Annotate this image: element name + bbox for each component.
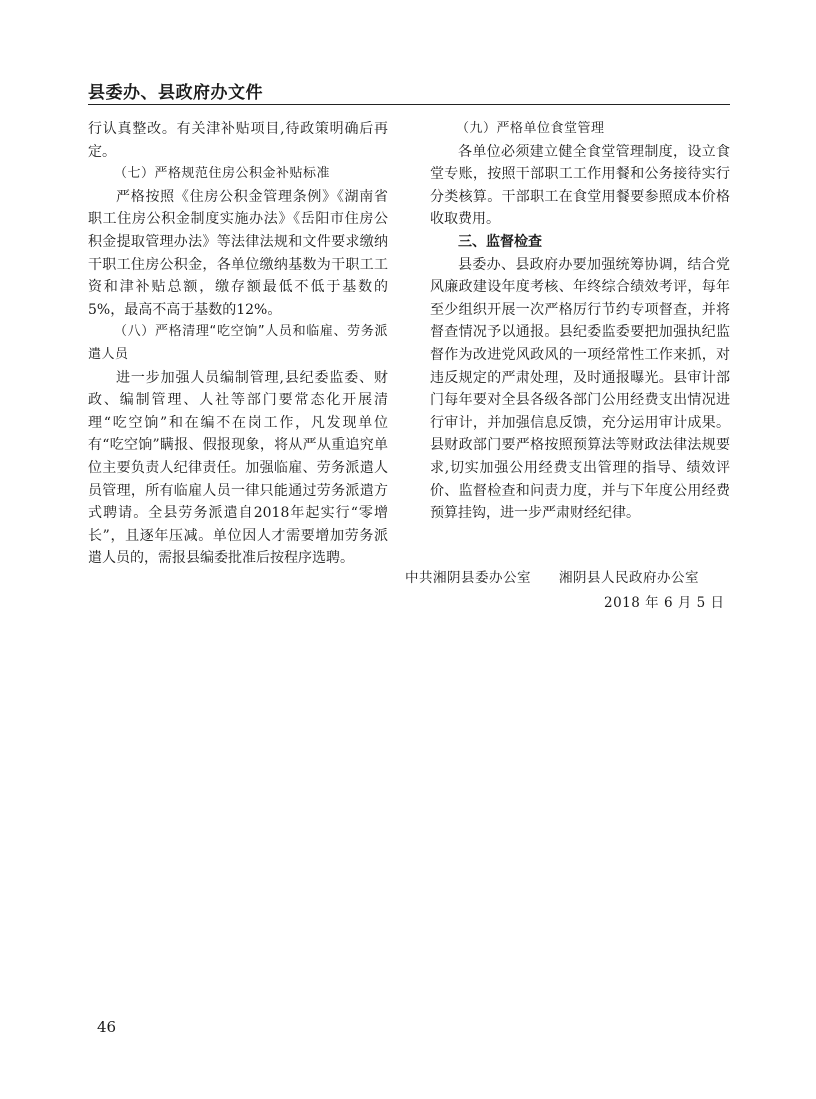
section-7-body: 严格按照《住房公积金管理条例》《湖南省职工住房公积金制度实施办法》《岳阳市住房公积金提取管理办法》等法律法规和文件要求缴纳干职工住房公积金，各单位缴纳基数为干职工工资和津补贴总额，缴存额最低不低于基数的5%，最高不高于基数的12%。 (88, 188, 388, 318)
section-8-body: 进一步加强人员编制管理,县纪委监委、财政、编制管理、人社等部门要常态化开展清理“吃空饷”和在编不在岗工作，凡发现单位有“吃空饷”瞒报、假报现象，将从严从重追究单位主要负责人纪律责任。加强临雇、劳务派遣人员管理，所有临雇人员一律只能通过劳务派遣方式聘请。全县劳务派遣自2018年起实行“零增长”，且逐年压减。单位因人才需要增加劳务派遣人员的，需报县编委批准后按程序选聘。 (88, 369, 388, 567)
section-8-heading: （八）严格清理“吃空饷”人员和临雇、劳务派遣人员 (88, 324, 388, 362)
section-7-heading: （七）严格规范住房公积金补贴标准 (114, 166, 331, 182)
right-column (430, 118, 730, 525)
section-9-body: 各单位必须建立健全食堂管理制度，设立食堂专账，按照干部职工工作用餐和公务接待实行分类核算。干部职工在食堂用餐要参照成本价格收取费用。 (430, 143, 730, 228)
part-3-heading: 三、监督检查 (458, 233, 542, 250)
section-9-heading: （九）严格单位食堂管理 (456, 121, 605, 136)
header-divider (88, 104, 730, 105)
part-3-body: 县委办、县政府办要加强统筹协调，结合党风廉政建设年度考核、年终综合绩效考评，每年至少组织开展一次严格厉行节约专项督查，并将督查情况予以通报。县纪委监委要把加强执纪监督作为改进党风政风的一项经常性工作来抓，对违反规定的严肃处理，及时通报曝光。县审计部门每年要对全县各级各部门公用经费支出情况进行审计，并加强信息反馈，充分运用审计成果。县财政部门要严格按照预算法等财政法律法规要求,切实加强公用经费支出管理的指导、绩效评价、监督检查和问责力度，并与下年度公用经费预算挂钩，进一步严肃财经纪律。 (430, 256, 730, 522)
issuer-party-office: 中共湘阴县委办公室 (405, 570, 531, 586)
continuation-paragraph: 行认真整改。有关津补贴项目,待政策明确后再定。 (88, 121, 388, 160)
issuer-government-office: 湘阴县人民政府办公室 (559, 570, 699, 586)
running-header: 县委办、县政府办文件 (88, 83, 263, 103)
issuer-signature (405, 566, 699, 586)
left-column (88, 118, 388, 570)
page-number: 46 (97, 1018, 117, 1036)
issue-date: 2018 年 6 月 5 日 (604, 595, 725, 611)
